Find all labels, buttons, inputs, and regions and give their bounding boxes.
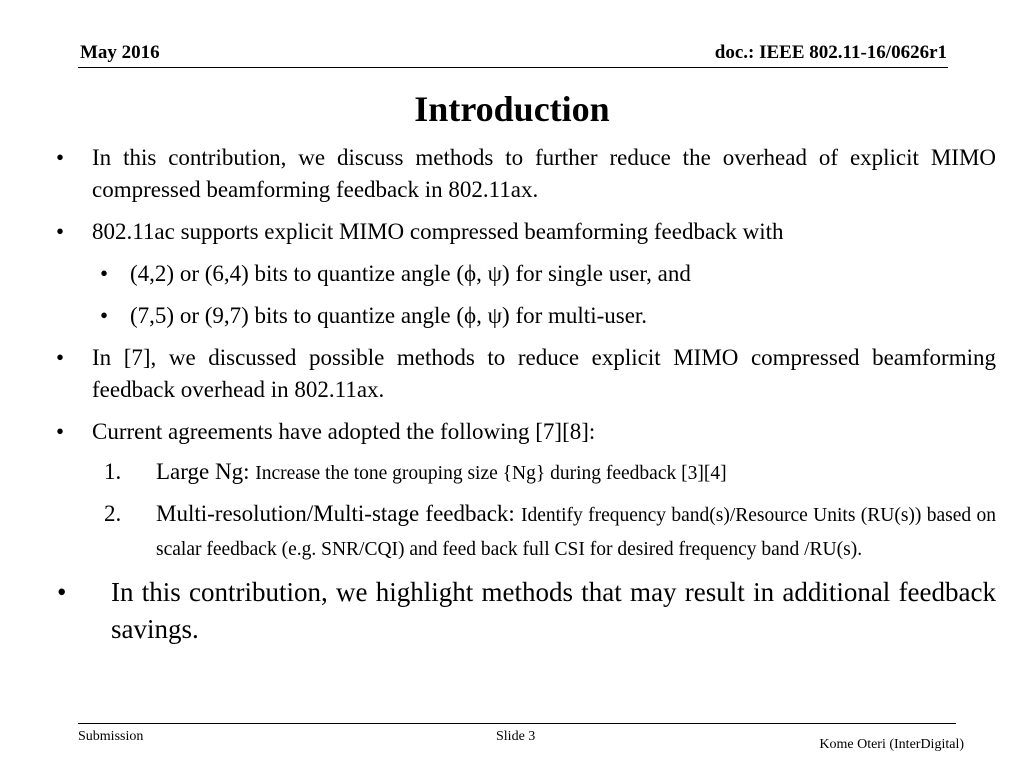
numbered-item-multi-resolution (104, 498, 996, 566)
bullet-previous-methods (56, 342, 996, 406)
item-number: 2. (104, 501, 122, 526)
item-detail: Identify frequency band(s)/Resource Units (RU(s)) based on scalar feedback (e.g. SNR/CQI) and feed back full CSI for desired frequency band /RU(s). (156, 505, 996, 560)
bullet-text: 802.11ac supports explicit MIMO compressed beamforming feedback with (92, 219, 784, 244)
slide-body (0, 142, 1024, 648)
footer-author: Kome Oteri (InterDigital) (819, 737, 964, 752)
bullet-marker: • (100, 261, 109, 286)
numbered-item-large-ng (104, 456, 996, 490)
bullet-marker: • (100, 303, 109, 328)
bullet-text: Current agreements have adopted the following [7][8]: (92, 419, 596, 444)
bullet-text: (7,5) or (9,7) bits to quantize angle (ϕ, ψ) for multi-user. (130, 303, 648, 328)
footer-submission: Submission (78, 729, 144, 744)
item-number: 1. (104, 459, 122, 484)
bullet-marker: • (57, 577, 67, 607)
header-divider (78, 67, 948, 68)
bullet-marker: • (56, 419, 65, 444)
header-doc-id: doc.: IEEE 802.11-16/0626r1 (714, 42, 947, 63)
bullet-current-agreements (56, 416, 996, 448)
bullet-text: In this contribution, we highlight methods that may result in additional feedback savings. (111, 577, 996, 644)
bullet-80211ac-support (56, 216, 996, 248)
footer-divider (78, 723, 956, 724)
footer-slide-number: Slide 3 (496, 729, 536, 744)
item-lead: Large Ng: (156, 459, 256, 484)
slide-title: Introduction (414, 89, 610, 129)
item-lead: Multi-resolution/Multi-stage feedback: (156, 501, 522, 526)
sub-bullet-single-user (100, 258, 996, 290)
bullet-marker: • (56, 219, 65, 244)
bullet-marker: • (56, 145, 65, 170)
bullet-marker: • (56, 345, 65, 370)
bullet-highlight-savings (57, 574, 996, 648)
item-detail: Increase the tone grouping size {Ng} during feedback [3][4] (255, 463, 727, 484)
bullet-overhead-reduction (56, 142, 996, 206)
header-date: May 2016 (80, 42, 160, 63)
sub-bullet-multi-user (100, 300, 996, 332)
bullet-text: In this contribution, we discuss methods to further reduce the overhead of explicit MIMO compressed beamforming feedback in 802.11ax. (92, 145, 996, 202)
bullet-text: In [7], we discussed possible methods to reduce explicit MIMO compressed beamforming feedback overhead in 802.11ax. (92, 345, 996, 402)
bullet-text: (4,2) or (6,4) bits to quantize angle (ϕ, ψ) for single user, and (130, 261, 691, 286)
